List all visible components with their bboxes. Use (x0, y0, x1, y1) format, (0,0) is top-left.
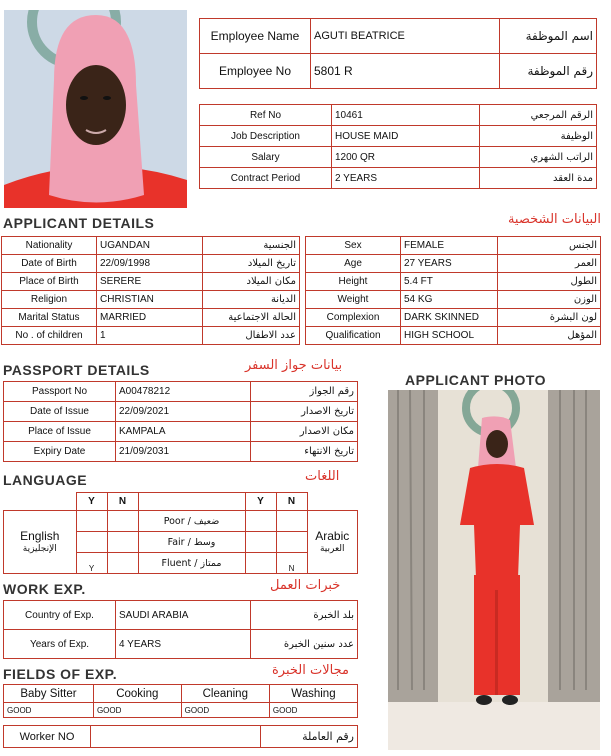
row-label: Weight (306, 291, 401, 309)
lang-n-header-1: N (107, 493, 138, 511)
table-row (306, 273, 601, 291)
worker-no-value (91, 726, 261, 748)
lang-arabic-mark: N (276, 553, 307, 574)
row-label-ar: مدة العقد (480, 168, 597, 189)
row-label-ar: تاريخ الاصدار (251, 402, 358, 422)
row-label: Ref No (200, 105, 332, 126)
language-title-ar: اللغات (305, 469, 340, 484)
table-row (200, 168, 597, 189)
row-label: No . of children (2, 327, 97, 345)
row-label-ar: المؤهل (498, 327, 601, 345)
field-value: GOOD (181, 703, 269, 718)
row-label: Salary (200, 147, 332, 168)
lang-english-mark: Y (76, 553, 107, 574)
row-label-ar: الجنس (498, 237, 601, 255)
row-label-ar: الديانة (203, 291, 300, 309)
row-value: SERERE (97, 273, 203, 291)
field-value: GOOD (93, 703, 181, 718)
field-value: GOOD (4, 703, 94, 718)
fields-title: FIELDS OF EXP. (3, 666, 118, 682)
table-row (306, 291, 601, 309)
field-label: Washing (269, 685, 357, 703)
row-label: Place of Issue (4, 422, 116, 442)
table-row (2, 237, 300, 255)
row-label: Passport No (4, 382, 116, 402)
row-label-ar: لون البشرة (498, 309, 601, 327)
row-label-ar: تاريخ الميلاد (203, 255, 300, 273)
row-label: Sex (306, 237, 401, 255)
row-label-ar: عدد سنين الخبرة (251, 630, 358, 659)
worker-no-label: Worker NO (4, 726, 91, 748)
row-value: 10461 (332, 105, 480, 126)
work-title: WORK EXP. (3, 581, 86, 597)
applicant-photo-illustration (388, 390, 600, 750)
lang-level-poor: Poor / ضعيف (138, 511, 245, 532)
lang-english-ar: الإنجليزية (22, 543, 57, 554)
row-label: Country of Exp. (4, 601, 116, 630)
applicant-title-ar: البيانات الشخصية (507, 212, 601, 227)
lang-arabic: Arabic (315, 529, 350, 544)
table-row (2, 327, 300, 345)
language-title: LANGUAGE (3, 472, 88, 488)
passport-title-ar: بيانات جواز السفر (245, 358, 343, 373)
row-label: Date of Birth (2, 255, 97, 273)
table-row (2, 255, 300, 273)
applicant-left-table (1, 236, 300, 345)
row-value: 22/09/2021 (116, 402, 251, 422)
row-value: 2 YEARS (332, 168, 480, 189)
row-label: Place of Birth (2, 273, 97, 291)
row-label: Age (306, 255, 401, 273)
row-value: HIGH SCHOOL (401, 327, 498, 345)
row-value: UGANDAN (97, 237, 203, 255)
row-value: 5.4 FT (401, 273, 498, 291)
applicant-photo (388, 390, 600, 750)
head-photo (4, 10, 187, 208)
lang-y-header-1: Y (76, 493, 107, 511)
row-value: 21/09/2031 (116, 442, 251, 462)
row-label-ar: مكان الاصدار (251, 422, 358, 442)
lang-level-fluent: Fluent / ممتاز (138, 553, 245, 574)
employee-no-value: 5801 R (311, 54, 500, 89)
row-label: Years of Exp. (4, 630, 116, 659)
row-label: Date of Issue (4, 402, 116, 422)
field-value: GOOD (269, 703, 357, 718)
row-label-ar: رقم الجواز (251, 382, 358, 402)
lang-level-fair: Fair / وسط (138, 532, 245, 553)
row-label: Qualification (306, 327, 401, 345)
row-value: 54 KG (401, 291, 498, 309)
fields-title-ar: مجالات الخبرة (272, 663, 349, 678)
language-table (3, 492, 358, 574)
lang-n-header-2: N (276, 493, 307, 511)
row-label-ar: الجنسية (203, 237, 300, 255)
row-label: Contract Period (200, 168, 332, 189)
row-value: A00478212 (116, 382, 251, 402)
table-row (4, 442, 358, 462)
employee-name-value: AGUTI BEATRICE (311, 19, 500, 54)
table-row (2, 291, 300, 309)
work-table (3, 600, 358, 659)
row-value: CHRISTIAN (97, 291, 203, 309)
worker-no-ar: رقم العاملة (261, 726, 358, 748)
employee-no-label: Employee No (200, 54, 311, 89)
row-label-ar: الوزن (498, 291, 601, 309)
row-value: KAMPALA (116, 422, 251, 442)
table-row (4, 422, 358, 442)
row-value: 1 (97, 327, 203, 345)
lang-arabic-cell (307, 511, 358, 574)
row-label: Height (306, 273, 401, 291)
table-row (306, 309, 601, 327)
lang-english-cell (4, 511, 77, 574)
row-value: DARK SKINNED (401, 309, 498, 327)
fields-table (3, 684, 358, 718)
employee-no-ar: رقم الموظفة (500, 54, 597, 89)
field-label: Cooking (93, 685, 181, 703)
row-label-ar: الرقم المرجعي (480, 105, 597, 126)
employee-name-ar: اسم الموظفة (500, 19, 597, 54)
row-label-ar: الحالة الاجتماعية (203, 309, 300, 327)
table-row (4, 402, 358, 422)
table-row (4, 382, 358, 402)
row-label-ar: بلد الخبرة (251, 601, 358, 630)
row-label-ar: الوظيفة (480, 126, 597, 147)
table-row (306, 237, 601, 255)
row-value: 4 YEARS (116, 630, 251, 659)
row-label-ar: تاريخ الانتهاء (251, 442, 358, 462)
passport-title: PASSPORT DETAILS (3, 362, 150, 378)
work-title-ar: خبرات العمل (270, 578, 341, 593)
row-label: Expiry Date (4, 442, 116, 462)
row-label: Job Description (200, 126, 332, 147)
field-label: Baby Sitter (4, 685, 94, 703)
lang-y-header-2: Y (245, 493, 276, 511)
table-row (306, 255, 601, 273)
photo-title: APPLICANT PHOTO (405, 372, 547, 388)
row-label: Religion (2, 291, 97, 309)
table-row (2, 273, 300, 291)
employee-table (199, 18, 597, 89)
row-label: Marital Status (2, 309, 97, 327)
employee-name-label: Employee Name (200, 19, 311, 54)
table-row (306, 327, 601, 345)
table-row (200, 126, 597, 147)
table-row (4, 601, 358, 630)
field-label: Cleaning (181, 685, 269, 703)
row-label-ar: عدد الاطفال (203, 327, 300, 345)
row-value: HOUSE MAID (332, 126, 480, 147)
row-label: Nationality (2, 237, 97, 255)
row-value: 27 YEARS (401, 255, 498, 273)
applicant-title: APPLICANT DETAILS (3, 215, 155, 231)
worker-table (3, 725, 358, 748)
row-value: SAUDI ARABIA (116, 601, 251, 630)
passport-table (3, 381, 358, 462)
row-value: MARRIED (97, 309, 203, 327)
row-label-ar: الطول (498, 273, 601, 291)
table-row (4, 630, 358, 659)
table-row (200, 147, 597, 168)
row-value: FEMALE (401, 237, 498, 255)
table-row (200, 105, 597, 126)
row-label-ar: مكان الميلاد (203, 273, 300, 291)
row-label-ar: الراتب الشهري (480, 147, 597, 168)
lang-english: English (20, 529, 60, 544)
row-label-ar: العمر (498, 255, 601, 273)
lang-arabic-ar: العربية (319, 543, 345, 554)
row-label: Complexion (306, 309, 401, 327)
row-value: 1200 QR (332, 147, 480, 168)
head-photo-illustration (4, 10, 187, 208)
applicant-right-table (305, 236, 601, 345)
table-row (2, 309, 300, 327)
job-table (199, 104, 597, 189)
row-value: 22/09/1998 (97, 255, 203, 273)
